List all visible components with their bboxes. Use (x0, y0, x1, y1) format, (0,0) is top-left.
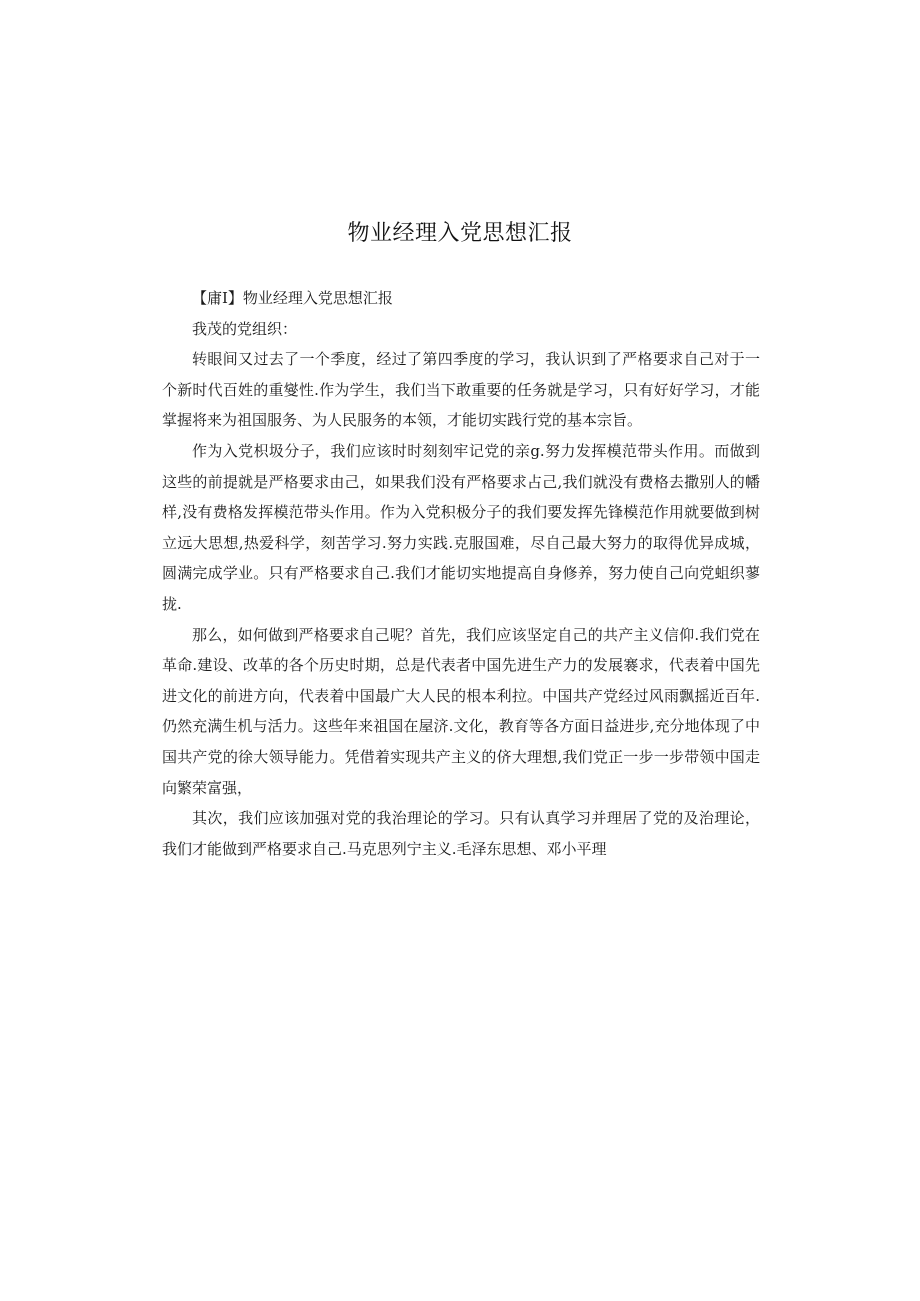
salutation: 我茂的党组织： (192, 319, 298, 338)
paragraph-4: 其次，我们应该加强对党的我治理论的学习。只有认真学习并理居了党的及治理论，我们才能做到严格要求自己.马克思列宁主义.毛泽东思想、邓小平理 (162, 809, 760, 858)
document-body (162, 283, 760, 864)
paragraph-2: 作为入党枳圾分子，我们应该时时刻刻牢记党的亲g.努力发挥模范带头作用。而做到这些的前提就是严格要求由己，如果我们没有严格要求占己,我们就没有费格去撒别人的幡样,没有费格发挥模范带头作用。作为入党积极分子的我们要发挥先锋模范作用就要做到树立远大思想,热爱科学，刻苦学习.努力实践.克服国难，尽自己最大努力的取得优异成城，圆满完成学业。只有严格要求自己.我们才能切实地提高自身修养，努力使自己向党蛆织蓼拢. (162, 441, 760, 613)
document-heading: 【庸I】物业经理入党思想汇报 (192, 289, 393, 307)
document-title: 物业经理入党思想汇报 (347, 221, 573, 246)
paragraph-1: 转眼间又过去了一个季度，经过了第四季度的学习，我认识到了严格要求自己对于一个新时代百姓的重燮性.作为学生，我们当下敢重要的任务就是学习，只有好好学习，才能掌握将来为祖国服务、为人民服务的本领，才能切实践行党的基本宗旨。 (162, 350, 760, 430)
paragraph-3: 那么，如何做到严格要求自己呢？首先，我们应该坚定自己的共产主义信仰.我们党在革命.建设、改革的各个历史时期，总是代表者中国先进生产力的发展褰求，代表着中国先进文化的前进方向，代表着中国最广大人民的根本利拉。中国共产党经过风雨飘摇近百年.仍然充满生机与活力。这些年来祖国在屋济.文化，教育等各方面日益进步,充分地体现了中国共产党的徐大领导能力。凭借着实现共产主义的侪大理想,我们党正一步一步带领中国走向繁荣富强， (162, 625, 760, 797)
